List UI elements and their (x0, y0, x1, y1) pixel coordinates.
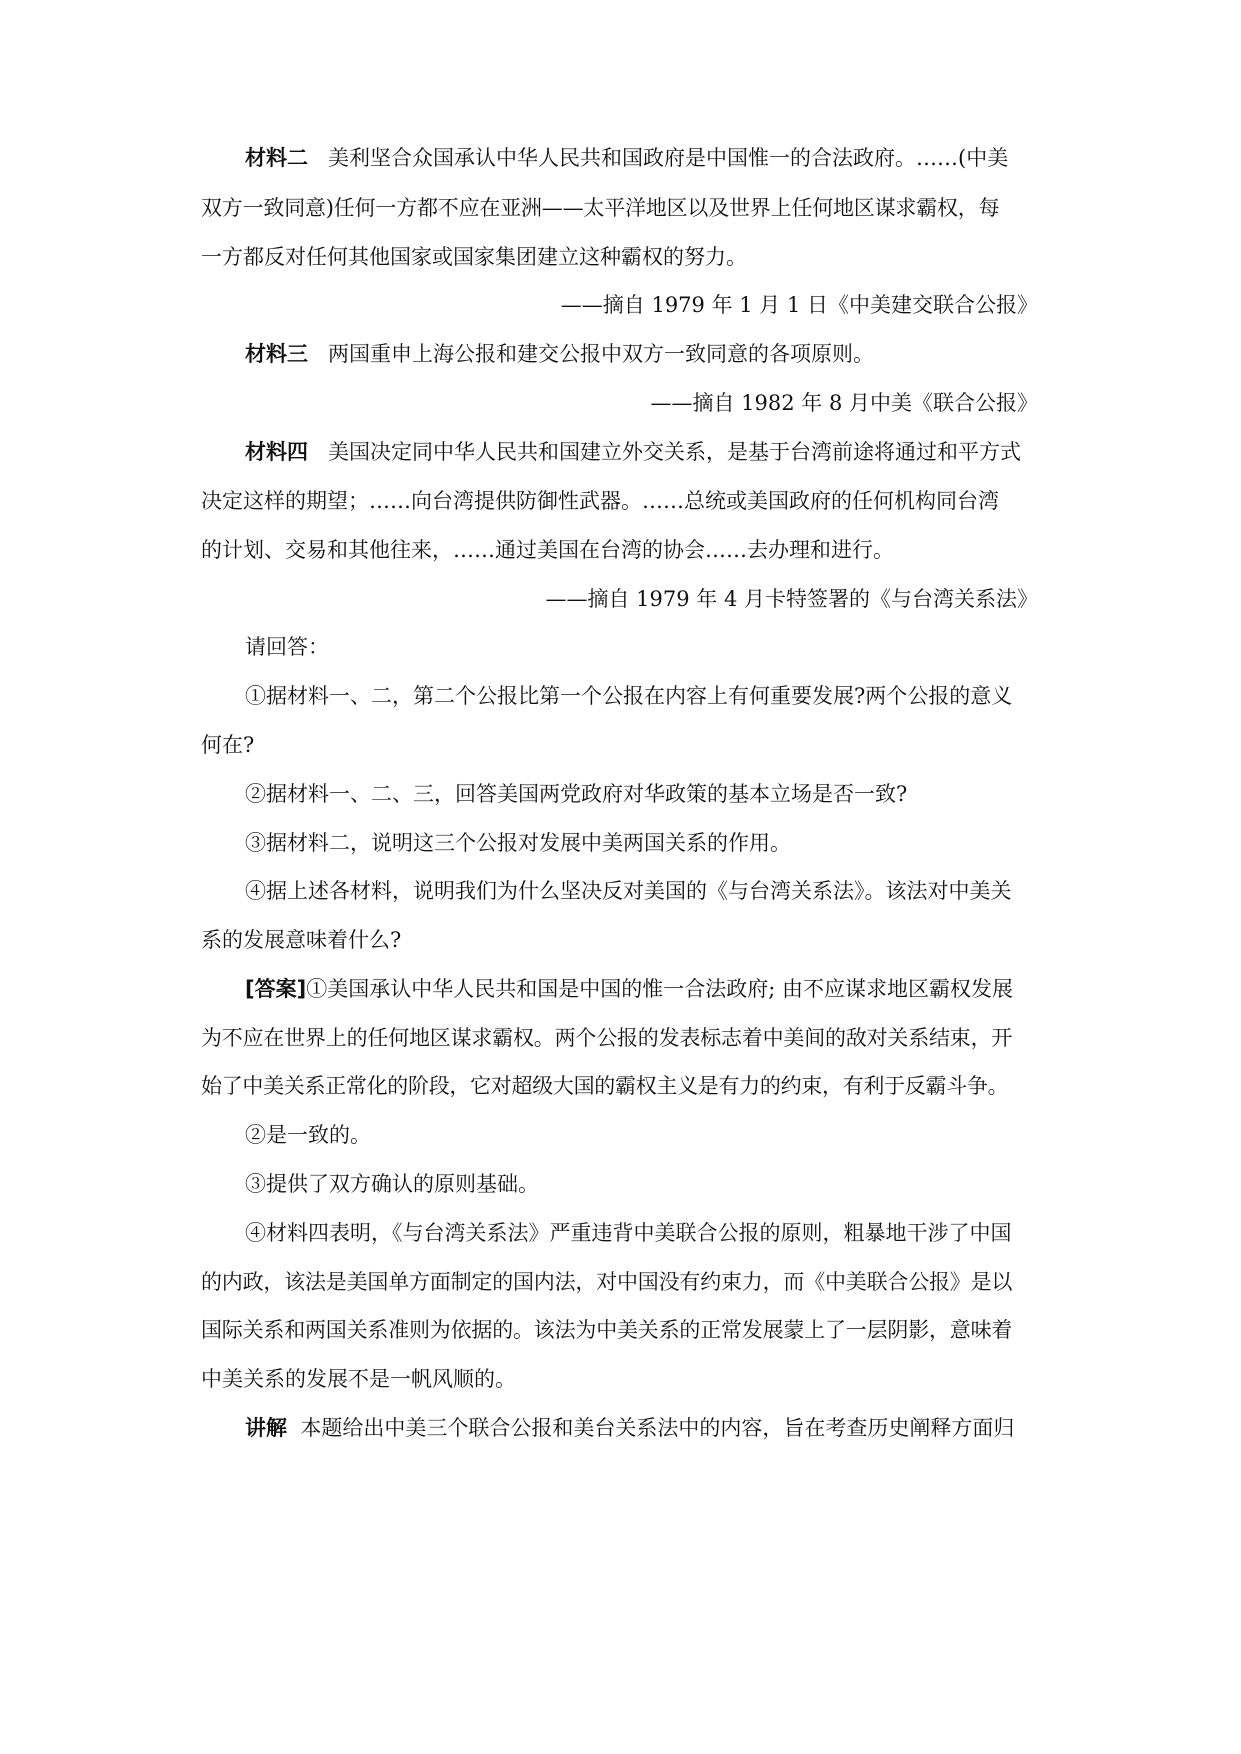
answer-1-line-1 (245, 974, 1013, 1004)
material-2-source: ——摘自 1979 年 1 月 1 日《中美建交联合公报》 (560, 293, 1038, 317)
material-4-label: 材料四 (245, 440, 308, 464)
prompt: 请回答： (245, 635, 329, 659)
answer-1-text: ①美国承认中华人民共和国是中国的惟一合法政府; 由不应谋求地区霸权发展 (306, 977, 1013, 1001)
material-4-text: 美国决定同中华人民共和国建立外交关系，是基于台湾前途将通过和平方式 (328, 440, 1022, 464)
material-4-line-2: 决定这样的期望；……向台湾提供防御性武器。……总统或美国政府的任何机构同台湾 (201, 489, 999, 513)
material-4-line-1 (245, 437, 1021, 467)
material-2-line-2: 双方一致同意)任何一方都不应在亚洲——太平洋地区以及世界上任何地区谋求霸权，每 (201, 196, 1000, 220)
material-2-text: 美利坚合众国承认中华人民共和国政府是中国惟一的合法政府。……(中美 (328, 146, 1009, 170)
material-3-label: 材料三 (245, 342, 308, 366)
answer-4-line-1: ④材料四表明，《与台湾关系法》严重违背中美联合公报的原则，粗暴地干涉了中国 (245, 1221, 1012, 1245)
question-1-line-2: 何在? (201, 733, 255, 757)
material-4-source: ——摘自 1979 年 4 月卡特签署的《与台湾关系法》 (545, 587, 1038, 611)
material-2-line-1 (245, 143, 1008, 173)
material-3-text: 两国重申上海公报和建交公报中双方一致同意的各项原则。 (328, 342, 875, 366)
explanation-text: 本题给出中美三个联合公报和美台关系法中的内容，旨在考查历史阐释方面归 (300, 1416, 1015, 1440)
answer-4-line-4: 中美关系的发展不是一帆风顺的。 (201, 1367, 516, 1391)
material-3-line-1 (245, 339, 874, 369)
material-2-line-3: 一方都反对任何其他国家或国家集团建立这种霸权的努力。 (201, 245, 747, 269)
explanation-line-1 (245, 1413, 1014, 1443)
answer-4-line-2: 的内政，该法是美国单方面制定的国内法，对中国没有约束力，而《中美联合公报》是以 (201, 1270, 1013, 1294)
material-2-label: 材料二 (245, 146, 308, 170)
question-4-line-1: ④据上述各材料，说明我们为什么坚决反对美国的《与台湾关系法》。该法对中美关 (245, 879, 1012, 903)
answer-1-line-2: 为不应在世界上的任何地区谋求霸权。两个公报的发表标志着中美间的敌对关系结束，开 (201, 1026, 1013, 1050)
answer-4-line-3: 国际关系和两国关系准则为依据的。该法为中美关系的正常发展蒙上了一层阴影，意味着 (201, 1318, 1013, 1342)
answer-3: ③提供了双方确认的原则基础。 (245, 1172, 539, 1196)
question-4-line-2: 系的发展意味着什么? (201, 928, 402, 952)
answer-2: ②是一致的。 (245, 1123, 371, 1147)
question-3: ③据材料二，说明这三个公报对发展中美两国关系的作用。 (245, 831, 791, 855)
question-2: ②据材料一、二、三，回答美国两党政府对华政策的基本立场是否一致? (245, 782, 908, 806)
explanation-label: 讲解 (245, 1416, 287, 1440)
material-3-source: ——摘自 1982 年 8 月中美《联合公报》 (650, 391, 1038, 415)
answer-label: [答案] (245, 977, 307, 1001)
material-4-line-3: 的计划、交易和其他往来，……通过美国在台湾的协会……去办理和进行。 (201, 538, 894, 562)
answer-1-line-3: 始了中美关系正常化的阶段，它对超级大国的霸权主义是有力的约束，有利于反霸斗争。 (201, 1074, 1009, 1098)
question-1-line-1: ①据材料一、二，第二个公报比第一个公报在内容上有何重要发展?两个公报的意义 (245, 684, 1013, 708)
